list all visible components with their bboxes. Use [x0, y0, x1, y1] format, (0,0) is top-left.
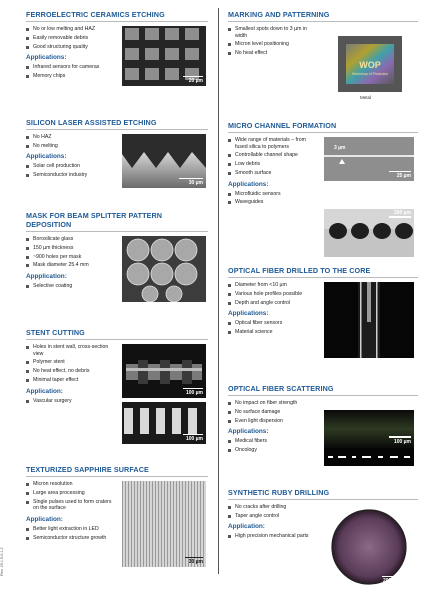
application-item: High precision mechanical parts — [228, 533, 320, 540]
bullet: Depth and angle control — [228, 300, 320, 307]
bullet: Taper angle control — [228, 513, 320, 520]
microchannel-top-image — [324, 137, 414, 181]
bullet: Even light dispersion — [228, 418, 320, 425]
metal-marking-image — [338, 36, 402, 92]
image-caption: Metal — [360, 95, 372, 100]
bullet: Various hole profiles possible — [228, 291, 320, 298]
stent-strip-image — [122, 402, 206, 444]
section-title: STENT CUTTING — [26, 328, 85, 337]
section-title: SILICON LASER ASSISTED ETCHING — [26, 118, 157, 127]
feature-list — [228, 504, 320, 542]
section-title: SYNTHETIC RUBY DRILLING — [228, 488, 330, 497]
section-rule — [26, 129, 208, 130]
bullet: Single pulses used to form craters on the surface — [26, 499, 118, 512]
section-title: OPTICAL FIBER SCATTERING — [228, 384, 334, 393]
scale-bar — [389, 216, 411, 218]
bullet: Low debris — [228, 161, 320, 168]
fiber-scattering-image — [324, 410, 414, 466]
applications-heading: Applications: — [228, 310, 269, 318]
section-rule — [228, 395, 418, 396]
application-item: Memory chips — [26, 73, 118, 80]
application-item: Semiconductor industry — [26, 172, 118, 179]
application-item: Selective coating — [26, 283, 118, 290]
section-fiber-drilled — [228, 266, 418, 371]
section-rule — [228, 499, 418, 500]
feature-list — [228, 26, 320, 59]
bullet: Minimal taper effect — [26, 377, 118, 384]
application-item: Microfluidic sensors — [228, 191, 320, 198]
bullet: Polymer stent — [26, 359, 118, 366]
application-item: Optical fiber sensors — [228, 320, 320, 327]
section-rule — [228, 132, 418, 133]
feature-list — [228, 282, 320, 338]
bullet: No HAZ — [26, 134, 118, 141]
logo-subtitle: Workshop of Photonics — [352, 72, 388, 76]
revision-note: Rev. 29.1.5.0.1.2 — [0, 547, 4, 576]
bullet: Micron resolution — [26, 481, 118, 488]
applications-heading: Applications: — [26, 54, 67, 62]
scale-bar — [183, 434, 203, 436]
section-ferroelectric — [26, 10, 208, 110]
section-rule — [228, 277, 418, 278]
section-rule — [26, 231, 208, 232]
application-item: Material science — [228, 329, 320, 336]
section-sapphire — [26, 465, 208, 585]
bullet: Controllable channel shape — [228, 152, 320, 159]
section-title: OPTICAL FIBER DRILLED TO THE CORE — [228, 266, 371, 275]
bullet: Smooth surface — [228, 170, 320, 177]
applications-heading: Applications: — [228, 428, 269, 436]
section-microchannel — [228, 121, 418, 261]
section-rule — [26, 476, 208, 477]
section-rule — [228, 21, 418, 22]
bullet: Mask diameter 25.4 mm — [26, 262, 118, 269]
application-item: Oncology — [228, 447, 320, 454]
scale-label: 200 µm — [393, 210, 411, 216]
scale-bar — [179, 178, 203, 180]
bullet: No surface damage — [228, 409, 320, 416]
scale-bar — [183, 388, 203, 390]
applications-heading: Applications: — [26, 153, 67, 161]
scale-label: 20 µm — [188, 78, 203, 84]
stent-cross-section-image — [122, 344, 206, 398]
scale-bar — [183, 76, 203, 78]
bullet: Holes in stent wall, cross-section view — [26, 344, 118, 357]
bullet: Good structuring quality — [26, 44, 118, 51]
bullet: Borosilicate glass — [26, 236, 118, 243]
feature-list — [26, 236, 118, 292]
bullet: Wide range of materials – from fused silica to polymers — [228, 137, 320, 150]
bullet: No melting — [26, 143, 118, 150]
feature-list — [26, 344, 118, 406]
bullet: Easily removable debris — [26, 35, 118, 42]
feature-list — [26, 26, 118, 82]
applications-heading: Application: — [26, 515, 63, 523]
applications-heading: Application: — [26, 387, 63, 395]
bullet: 150 µm thickness — [26, 245, 118, 252]
bullet: No heat effect, no debris — [26, 368, 118, 375]
section-silicon — [26, 118, 208, 208]
scale-label: 30 µm — [188, 180, 203, 186]
section-title: FERROELECTRIC CERAMICS ETCHING — [26, 10, 165, 19]
feature-list — [228, 137, 320, 208]
bullet: No impact on fiber strength — [228, 400, 320, 407]
scale-label: 100 µm — [185, 390, 203, 396]
application-item: Vascular surgery — [26, 398, 118, 405]
applications-heading: Appplication: — [26, 272, 67, 280]
applications-heading: Applications: — [228, 180, 269, 188]
ruby-disc-image — [324, 508, 414, 586]
application-item: Infrared sensors for cameras — [26, 64, 118, 71]
section-title: MASK FOR BEAM SPLITTER PATTERN DEPOSITION — [26, 211, 163, 229]
scale-label: 30 µm — [188, 559, 203, 565]
section-rule — [26, 339, 208, 340]
scale-bar — [389, 436, 411, 438]
column-divider — [218, 8, 219, 574]
mask-discs-image — [122, 236, 206, 302]
silicon-etch-image — [122, 134, 206, 188]
scale-bar — [185, 557, 203, 559]
bullet: ~900 holes per mask — [26, 254, 118, 261]
scale-label: 100 µm — [185, 436, 203, 442]
section-title: TEXTURIZED SAPPHIRE SURFACE — [26, 465, 149, 474]
bullet: No cracks after drilling — [228, 504, 320, 511]
microchannel-profile-image — [324, 209, 414, 257]
section-fiber-scattering — [228, 384, 418, 484]
bullet: Diameter from <10 µm — [228, 282, 320, 289]
scale-bar — [382, 576, 400, 578]
bullet: No heat effect — [228, 50, 320, 57]
application-item: Medical fibers — [228, 438, 320, 445]
feature-list — [228, 400, 320, 456]
bullet: Large area processing — [26, 490, 118, 497]
section-title: MICRO CHANNEL FORMATION — [228, 121, 337, 130]
section-title: MARKING AND PATTERNING — [228, 10, 330, 19]
scale-label: 100 µm — [393, 439, 411, 445]
section-marking — [228, 10, 418, 108]
section-rule — [26, 21, 208, 22]
application-item: Semiconductor structure growth — [26, 535, 118, 542]
scale-bar — [389, 171, 411, 173]
ceramic-grid-image — [122, 26, 206, 86]
scale-label: 200 µm — [382, 578, 400, 584]
scale-label: 3 µm — [334, 145, 346, 151]
logo-text: WOP — [359, 60, 381, 70]
fiber-drilled-image — [324, 282, 414, 358]
application-item: Solar cell production — [26, 163, 118, 170]
bullet: No or low melting and HAZ — [26, 26, 118, 33]
section-mask — [26, 211, 208, 311]
application-item: Better light extraction in LED — [26, 526, 118, 533]
applications-heading: Application: — [228, 523, 265, 531]
application-item: Waveguides — [228, 199, 320, 206]
bullet: Micron level positioning — [228, 41, 320, 48]
feature-list — [26, 481, 118, 543]
scale-label: 25 µm — [396, 173, 411, 179]
feature-list — [26, 134, 118, 181]
section-ruby — [228, 488, 418, 588]
bullet: Smallest spots down to 3 µm in width — [228, 26, 320, 39]
sapphire-texture-image — [122, 481, 206, 567]
section-stent — [26, 328, 208, 456]
